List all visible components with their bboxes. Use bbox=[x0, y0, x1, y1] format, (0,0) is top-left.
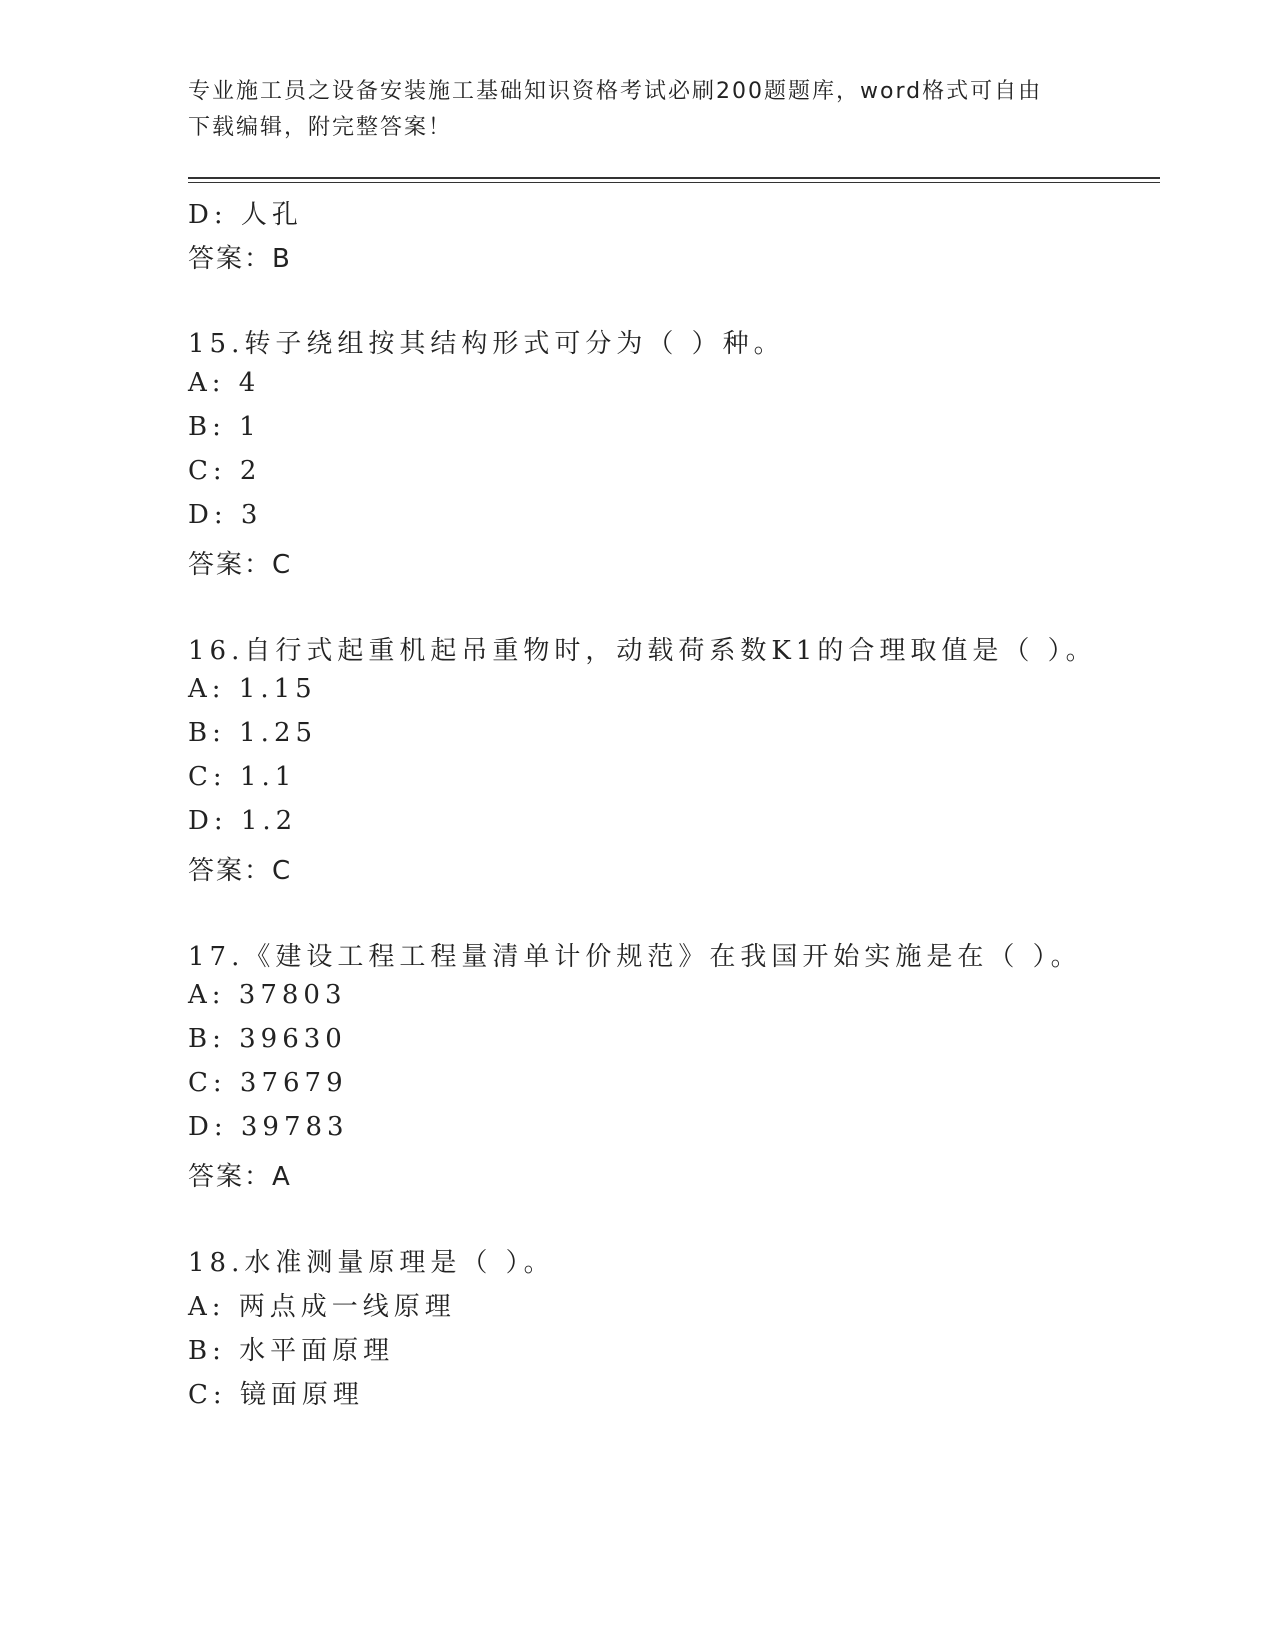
question-15-option-d: D: 3 bbox=[188, 500, 263, 530]
header-divider-bottom bbox=[188, 182, 1160, 183]
question-18-stem: 18.水准测量原理是（ ）。 bbox=[188, 1248, 555, 1278]
document-header bbox=[188, 74, 1068, 146]
question-18-option-b: B: 水平面原理 bbox=[188, 1336, 395, 1366]
question-16-stem: 16.自行式起重机起吊重物时，动载荷系数K1的合理取值是（ ）。 bbox=[188, 636, 1097, 666]
question-15-stem: 15.转子绕组按其结构形式可分为（ ）种。 bbox=[188, 329, 785, 359]
question-15-answer: 答案：C bbox=[188, 550, 293, 580]
header-title-line-2: 下载编辑，附完整答案！ bbox=[188, 115, 453, 140]
question-17-option-d: D: 39783 bbox=[188, 1112, 349, 1142]
header-title-line-1: 专业施工员之设备安装施工基础知识资格考试必刷200题题库，word格式可自由 bbox=[188, 79, 1043, 104]
question-16-option-c: C: 1.1 bbox=[188, 762, 297, 792]
question-15-option-a: A: 4 bbox=[188, 368, 261, 398]
prev-answer: 答案：B bbox=[188, 244, 292, 274]
question-16-option-b: B: 1.25 bbox=[188, 718, 318, 748]
question-17-option-a: A: 37803 bbox=[188, 980, 347, 1010]
question-18-option-c: C: 镜面原理 bbox=[188, 1380, 364, 1410]
prev-option-d: D: 人孔 bbox=[188, 200, 303, 230]
question-18-option-a: A: 两点成一线原理 bbox=[188, 1292, 456, 1322]
question-15-option-c: C: 2 bbox=[188, 456, 262, 486]
question-16-option-d: D: 1.2 bbox=[188, 806, 298, 836]
header-divider-top bbox=[188, 177, 1160, 179]
question-17-option-c: C: 37679 bbox=[188, 1068, 348, 1098]
question-17-answer: 答案：A bbox=[188, 1162, 292, 1192]
question-16-option-a: A: 1.15 bbox=[188, 674, 317, 704]
question-15-option-b: B: 1 bbox=[188, 412, 261, 442]
question-16-answer: 答案：C bbox=[188, 856, 293, 886]
question-17-stem: 17.《建设工程工程量清单计价规范》在我国开始实施是在（ ）。 bbox=[188, 942, 1082, 972]
question-17-option-b: B: 39630 bbox=[188, 1024, 347, 1054]
